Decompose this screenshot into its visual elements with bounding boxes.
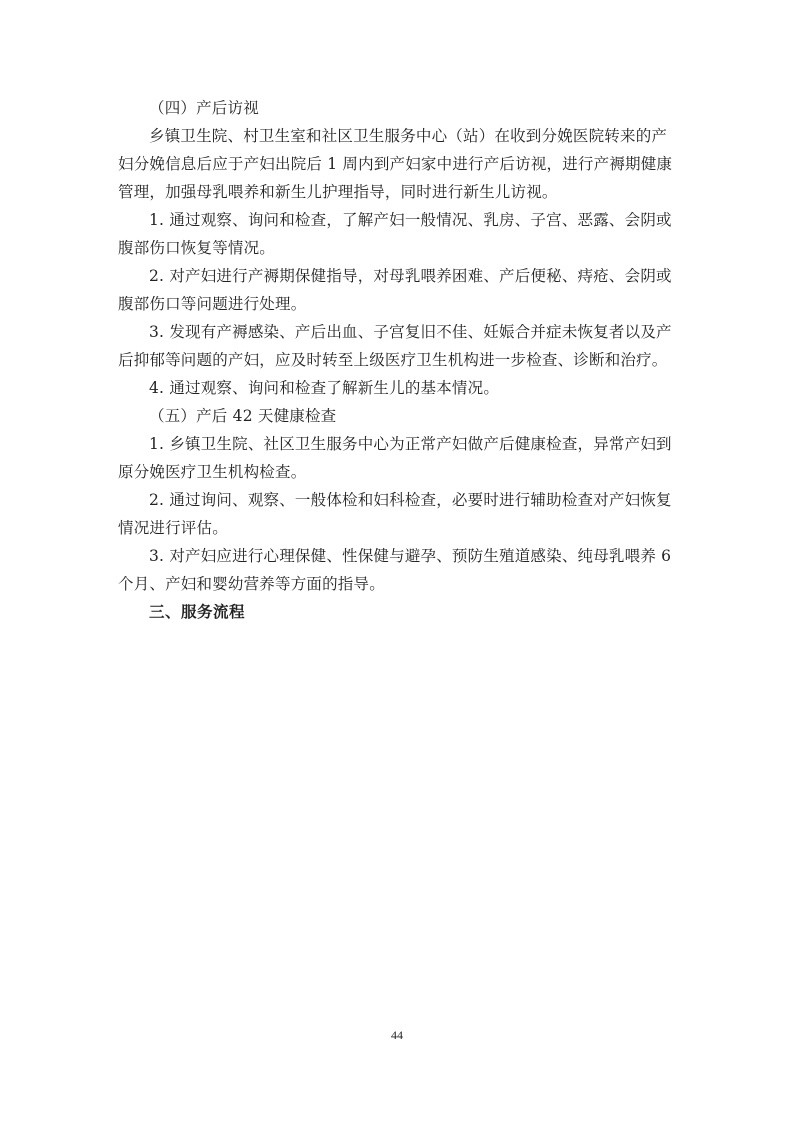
section-heading-service-process: 三、服务流程 [149, 603, 246, 621]
list-item-line: 情况进行评估。 [118, 519, 228, 537]
list-item-line: 原分娩医疗卫生机构检查。 [118, 463, 307, 481]
list-item-line: 个月、产妇和婴幼营养等方面的指导。 [118, 575, 385, 593]
list-item-line: 后抑郁等问题的产妇，应及时转至上级医疗卫生机构进一步检查、诊断和治疗。 [118, 351, 668, 369]
page-number: 44 [391, 1028, 403, 1042]
section-heading-postpartum-visit: （四）产后访视 [149, 99, 259, 117]
list-item-line: 3. 对产妇应进行心理保健、性保健与避孕、预防生殖道感染、纯母乳喂养 6 [149, 547, 672, 565]
list-item-line: 2. 对产妇进行产褥期保健指导，对母乳喂养困难、产后便秘、痔疮、会阴或 [149, 267, 672, 285]
paragraph-line: 乡镇卫生院、村卫生室和社区卫生服务中心（站）在收到分娩医院转来的产 [149, 127, 668, 145]
list-item-line: 1. 通过观察、询问和检查，了解产妇一般情况、乳房、子宫、恶露、会阴或 [149, 211, 672, 229]
list-item-line: 1. 乡镇卫生院、社区卫生服务中心为正常产妇做产后健康检查，异常产妇到 [149, 435, 672, 453]
list-item-line: 腹部伤口恢复等情况。 [118, 239, 276, 257]
list-item-line: 3. 发现有产褥感染、产后出血、子宫复旧不佳、妊娠合并症未恢复者以及产 [149, 323, 672, 341]
list-item-line: 4. 通过观察、询问和检查了解新生儿的基本情况。 [149, 379, 500, 397]
list-item-line: 2. 通过询问、观察、一般体检和妇科检查，必要时进行辅助检查对产妇恢复 [149, 491, 672, 509]
paragraph-line: 妇分娩信息后应于产妇出院后 1 周内到产妇家中进行产后访视，进行产褥期健康 [118, 155, 673, 173]
list-item-line: 腹部伤口等问题进行处理。 [118, 295, 307, 313]
document-body [118, 94, 684, 626]
section-heading-42-day-check: （五）产后 42 天健康检查 [149, 407, 337, 425]
paragraph-line: 管理，加强母乳喂养和新生儿护理指导，同时进行新生儿访视。 [118, 183, 558, 201]
